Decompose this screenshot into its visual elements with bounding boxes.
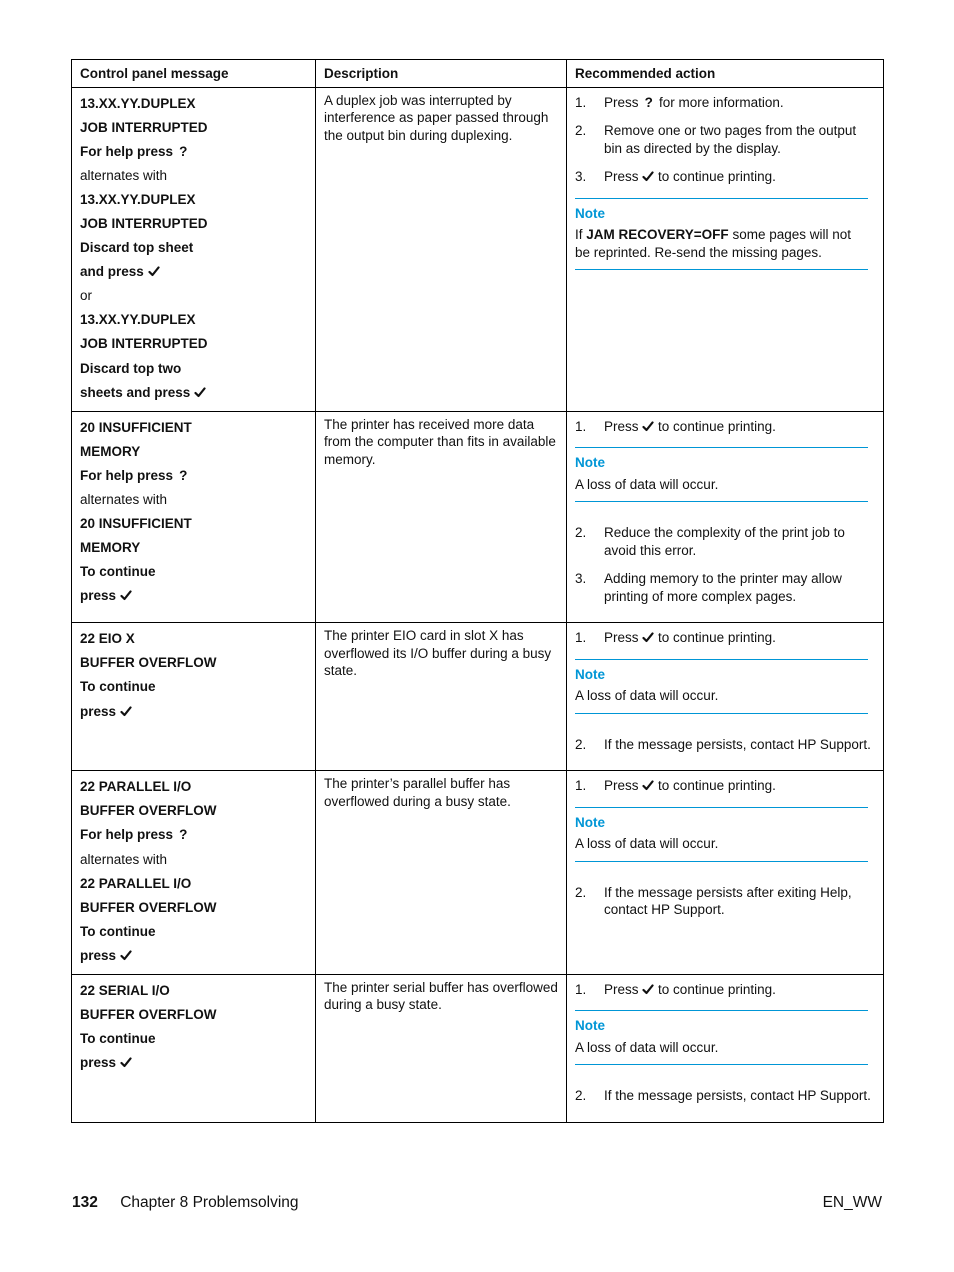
message-line <box>80 488 307 512</box>
recommended-action-cell <box>567 411 884 623</box>
recommended-action-cell <box>567 623 884 771</box>
checkmark-icon <box>120 590 132 601</box>
table-row <box>72 771 884 975</box>
message-line-text: MEMORY <box>80 540 141 556</box>
message-line-text: JOB INTERRUPTED <box>80 336 208 352</box>
table-row <box>72 411 884 623</box>
checkmark-icon <box>148 266 160 277</box>
control-panel-message-cell <box>72 974 316 1122</box>
message-line <box>80 823 307 847</box>
chapter-title: Chapter 8 Problemsolving <box>120 1194 299 1211</box>
message-line <box>80 1027 307 1051</box>
description-text: The printer has received more data from the computer than fits in available memory. <box>324 416 556 467</box>
step-text <box>604 94 875 112</box>
step-number: 1. <box>575 94 587 110</box>
note-box <box>575 659 868 714</box>
message-line-text: press <box>80 1055 117 1071</box>
step-number: 1. <box>575 630 587 646</box>
table-row <box>72 87 884 411</box>
step-number: 3. <box>575 169 587 184</box>
step-number: 2. <box>575 736 587 752</box>
step-number: 2. <box>575 123 587 138</box>
message-line-text: To continue <box>80 923 156 939</box>
step-text-part: to continue printing. <box>658 778 776 794</box>
note-title: Note <box>575 814 605 830</box>
checkmark-icon <box>120 706 132 717</box>
step-text <box>604 418 875 436</box>
recommended-action-cell <box>567 87 884 411</box>
message-line-text: or <box>80 288 93 304</box>
message-line <box>80 872 307 896</box>
note-text: some pages will not be reprinted. Re-send the missing pages. <box>575 227 852 260</box>
message-line-text: For help press <box>80 827 174 843</box>
message-line-text: press <box>80 588 117 604</box>
message-line-text: 13.XX.YY.DUPLEX <box>80 95 196 111</box>
message-line-text: alternates with <box>80 167 168 183</box>
note-emphasis: JAM RECOVERY=OFF <box>586 227 729 242</box>
checkmark-icon <box>120 950 132 961</box>
table-header-row <box>72 60 884 88</box>
message-line-text: 20 INSUFFICIENT <box>80 419 192 435</box>
message-line-text: 22 SERIAL I/O <box>80 982 170 998</box>
description-text: The printer serial buffer has overflowed during a busy state. <box>324 979 558 1013</box>
message-line <box>80 260 307 284</box>
checkmark-icon <box>642 632 654 643</box>
step-text-part: Press <box>604 630 639 646</box>
question-mark-icon: ? <box>179 143 188 159</box>
locale-code: EN_WW <box>822 1194 882 1211</box>
header-recommended-action: Recommended action <box>567 60 884 88</box>
message-line <box>80 116 307 140</box>
message-line <box>80 584 307 608</box>
message-line-text: 22 EIO X <box>80 631 135 647</box>
note-body <box>575 687 868 705</box>
description-cell <box>316 974 567 1122</box>
action-step <box>575 418 875 436</box>
step-text-part: to continue printing. <box>658 418 776 434</box>
table-body <box>72 87 884 1122</box>
page-footer <box>72 1193 882 1213</box>
note-box <box>575 447 868 502</box>
step-text <box>604 570 875 605</box>
message-line-text: alternates with <box>80 492 168 507</box>
question-mark-icon: ? <box>179 827 188 843</box>
note-title: Note <box>575 455 605 471</box>
message-line <box>80 236 307 260</box>
message-line <box>80 1051 307 1075</box>
message-line-text: JOB INTERRUPTED <box>80 215 208 231</box>
step-text <box>604 981 875 999</box>
message-line-text: To continue <box>80 1031 156 1047</box>
action-step <box>575 736 875 754</box>
message-line <box>80 627 307 651</box>
message-line-text: BUFFER OVERFLOW <box>80 1007 217 1023</box>
message-line <box>80 675 307 699</box>
message-line-text: press <box>80 947 117 963</box>
message-line <box>80 799 307 823</box>
step-number: 1. <box>575 778 587 794</box>
action-step <box>575 777 875 795</box>
step-text <box>604 122 875 157</box>
description-cell <box>316 623 567 771</box>
message-line-text: BUFFER OVERFLOW <box>80 655 217 671</box>
note-text: If <box>575 227 583 242</box>
action-step <box>575 94 875 112</box>
message-line-text: BUFFER OVERFLOW <box>80 899 217 915</box>
step-text-part: to continue printing. <box>658 630 776 646</box>
note-body <box>575 476 868 494</box>
message-line-text: 13.XX.YY.DUPLEX <box>80 312 196 328</box>
step-text-part: Press <box>604 778 639 794</box>
message-line <box>80 979 307 1003</box>
description-text: A duplex job was interrupted by interference as paper passed through the output bin during duplexing. <box>324 92 549 143</box>
control-panel-message-cell <box>72 623 316 771</box>
message-line <box>80 896 307 920</box>
message-line-text: 20 INSUFFICIENT <box>80 516 192 532</box>
message-line <box>80 332 307 356</box>
note-body <box>575 1039 868 1057</box>
step-text-part: for more information. <box>659 94 784 110</box>
action-step <box>575 570 875 605</box>
message-line <box>80 920 307 944</box>
control-panel-message-cell <box>72 87 316 411</box>
message-line-text: For help press <box>80 467 174 483</box>
message-line <box>80 140 307 164</box>
note-text: A loss of data will occur. <box>575 1039 719 1055</box>
message-line <box>80 92 307 116</box>
message-line <box>80 464 307 488</box>
action-step <box>575 884 875 919</box>
message-line <box>80 381 307 405</box>
message-line-text: Discard top two <box>80 360 182 376</box>
step-text <box>604 629 875 647</box>
message-line <box>80 284 307 308</box>
checkmark-icon <box>642 984 654 995</box>
note-text: A loss of data will occur. <box>575 476 719 492</box>
step-text-part: If the message persists, contact HP Support. <box>604 736 871 752</box>
message-line <box>80 848 307 872</box>
page-number: 132 <box>72 1194 98 1211</box>
step-text <box>604 524 875 559</box>
message-line-text: To continue <box>80 564 156 580</box>
message-line-text: For help press <box>80 143 174 159</box>
message-line <box>80 944 307 968</box>
action-step <box>575 629 875 647</box>
checkmark-icon <box>120 1057 132 1068</box>
description-cell <box>316 771 567 975</box>
checkmark-icon <box>642 171 654 182</box>
description-cell <box>316 87 567 411</box>
question-mark-icon: ? <box>644 94 653 110</box>
step-text-part: Reduce the complexity of the print job to avoid this error. <box>604 525 845 558</box>
step-text-part: Press <box>604 94 639 110</box>
note-title: Note <box>575 1018 605 1034</box>
step-text <box>604 777 875 795</box>
message-line-text: MEMORY <box>80 443 141 459</box>
step-text-part: to continue printing. <box>658 169 776 184</box>
message-line <box>80 164 307 188</box>
table-row <box>72 623 884 771</box>
question-mark-icon: ? <box>179 467 188 483</box>
message-line <box>80 188 307 212</box>
step-text <box>604 168 875 186</box>
message-line <box>80 560 307 584</box>
message-line-text: 22 PARALLEL I/O <box>80 779 192 795</box>
checkmark-icon <box>642 780 654 791</box>
action-step <box>575 122 875 157</box>
message-line <box>80 651 307 675</box>
message-line <box>80 1003 307 1027</box>
step-number: 1. <box>575 418 587 434</box>
step-text-part: If the message persists after exiting Help, contact HP Support. <box>604 884 852 918</box>
description-cell <box>316 411 567 623</box>
checkmark-icon <box>194 387 206 398</box>
step-text <box>604 884 875 919</box>
control-panel-message-cell <box>72 771 316 975</box>
message-line-text: JOB INTERRUPTED <box>80 119 208 135</box>
header-description: Description <box>316 60 567 88</box>
message-line <box>80 536 307 560</box>
recommended-action-cell <box>567 974 884 1122</box>
description-text: The printer EIO card in slot X has overflowed its I/O buffer during a busy state. <box>324 628 552 679</box>
message-line <box>80 308 307 332</box>
note-body <box>575 226 868 261</box>
message-line-text: BUFFER OVERFLOW <box>80 803 217 819</box>
message-line <box>80 512 307 536</box>
step-number: 3. <box>575 571 587 587</box>
message-line-text: alternates with <box>80 851 168 867</box>
recommended-action-cell <box>567 771 884 975</box>
description-text: The printer’s parallel buffer has overflowed during a busy state. <box>324 776 511 809</box>
message-line-text: 22 PARALLEL I/O <box>80 875 192 891</box>
message-line-text: To continue <box>80 679 156 695</box>
step-number: 2. <box>575 1088 587 1104</box>
action-step <box>575 981 875 999</box>
message-line <box>80 700 307 724</box>
note-body <box>575 835 868 853</box>
note-text: A loss of data will occur. <box>575 688 719 704</box>
step-text <box>604 1087 875 1105</box>
message-line <box>80 357 307 381</box>
action-step <box>575 1087 875 1105</box>
checkmark-icon <box>642 421 654 432</box>
step-number: 1. <box>575 981 587 997</box>
action-step <box>575 168 875 186</box>
step-number: 2. <box>575 525 587 541</box>
step-text-part: Remove one or two pages from the output bin as directed by the display. <box>604 123 857 156</box>
step-text-part: If the message persists, contact HP Support. <box>604 1088 871 1104</box>
step-text-part: Adding memory to the printer may allow printing of more complex pages. <box>604 571 842 604</box>
step-text-part: Press <box>604 981 639 997</box>
message-line <box>80 212 307 236</box>
message-line-text: 13.XX.YY.DUPLEX <box>80 191 196 207</box>
control-panel-message-cell <box>72 411 316 623</box>
note-title: Note <box>575 205 605 221</box>
note-box <box>575 198 868 271</box>
message-line <box>80 775 307 799</box>
note-text: A loss of data will occur. <box>575 836 719 852</box>
action-step <box>575 524 875 559</box>
step-text-part: Press <box>604 169 639 184</box>
step-number: 2. <box>575 884 587 900</box>
step-text-part: to continue printing. <box>658 981 776 997</box>
note-box <box>575 1010 868 1065</box>
step-text <box>604 736 875 754</box>
message-line-text: press <box>80 703 117 719</box>
message-line <box>80 440 307 464</box>
table-row <box>72 974 884 1122</box>
note-title: Note <box>575 666 605 682</box>
message-line-text: sheets and press <box>80 384 191 400</box>
step-text-part: Press <box>604 418 639 434</box>
message-line-text: Discard top sheet <box>80 240 194 256</box>
message-line-text: and press <box>80 264 144 280</box>
message-line <box>80 416 307 440</box>
header-control-panel-message: Control panel message <box>72 60 316 88</box>
control-panel-messages-table <box>71 59 884 1123</box>
note-box <box>575 807 868 862</box>
